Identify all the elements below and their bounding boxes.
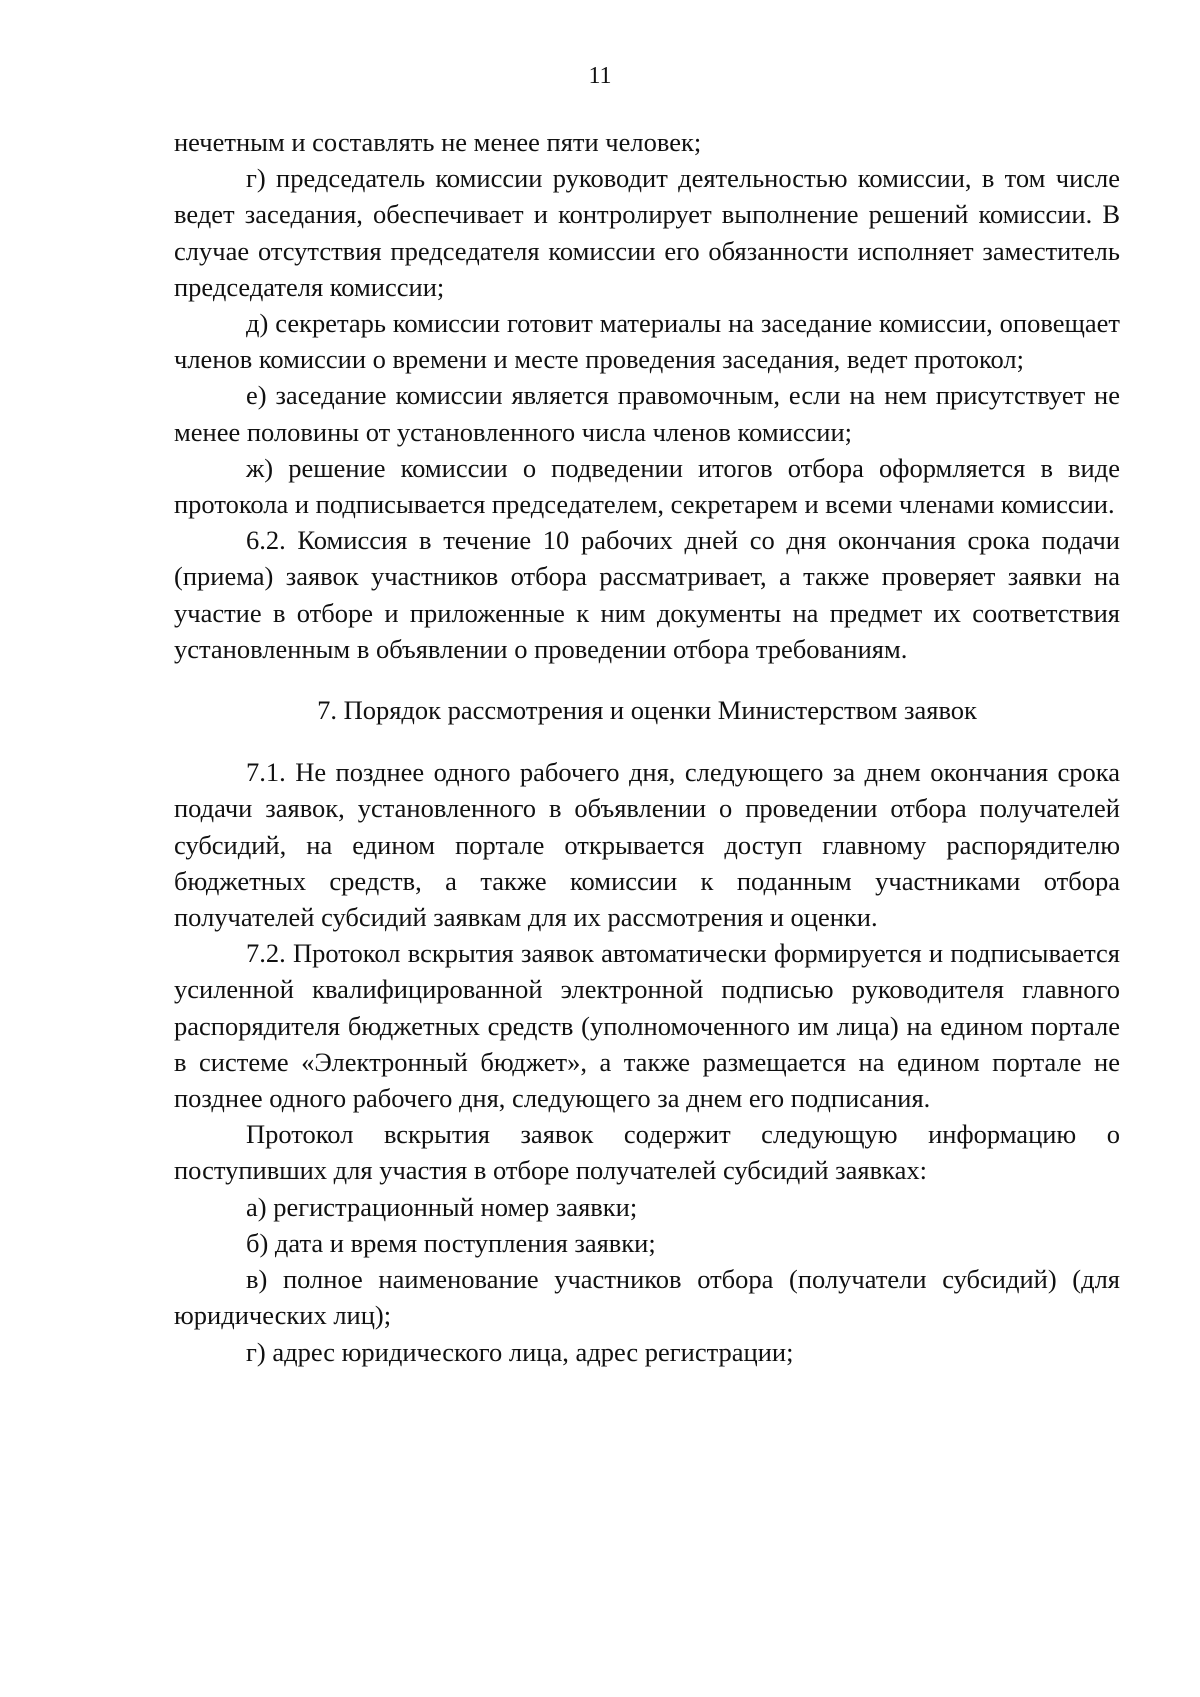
list-item: в) полное наименование участников отбора (получатели субсидий) (для юридических лиц); <box>174 1264 1120 1331</box>
paragraph: д) секретарь комиссии готовит материалы на заседание комиссии, оповещает членов комиссии о времени и месте проведения заседания, ведет протокол; <box>174 308 1120 375</box>
paragraph: Протокол вскрытия заявок содержит следующую информацию о поступивших для участия в отборе получателей субсидий заявках: <box>174 1119 1120 1186</box>
paragraph: 7.2. Протокол вскрытия заявок автоматически формируется и подписывается усиленной квалифицированной электронной подписью руководителя главного распорядителя бюджетных средств (уполномоченного им лица) на едином портале в системе «Электронный бюджет», а также размещается на едином портале не позднее одного рабочего дня, следующего за днем его подписания. <box>174 938 1120 1114</box>
paragraphs-before <box>174 124 1120 667</box>
paragraph: ж) решение комиссии о подведении итогов отбора оформляется в виде протокола и подписывается председателем, секретарем и всеми членами комиссии. <box>174 452 1120 520</box>
list-item: а) регистрационный номер заявки; <box>246 1191 638 1222</box>
page-number: 11 <box>588 63 612 89</box>
paragraph: 6.2. Комиссия в течение 10 рабочих дней со дня окончания срока подачи (приема) заявок участников отбора рассматривает, а также проверяет заявки на участие в отборе и приложенные к ним документы на предмет их соответствия установленным в объявлении о проведении отбора требованиям. <box>174 525 1120 664</box>
paragraph: нечетным и составлять не менее пяти человек; <box>174 127 702 157</box>
paragraphs-after <box>174 754 1120 1369</box>
paragraph: 7.1. Не позднее одного рабочего дня, следующего за днем окончания срока подачи заявок, установленного в объявлении о проведении отбора получателей субсидий, на едином портале открывается доступ главному распорядителю бюджетных средств, а также комиссии к поданным участниками отбора получателей субсидий заявкам для их рассмотрения и оценки. <box>174 757 1120 933</box>
paragraph: е) заседание комиссии является правомочным, если на нем присутствует не менее половины от установленного числа членов комиссии; <box>174 380 1120 447</box>
section-heading: 7. Порядок рассмотрения и оценки Министерством заявок <box>317 695 977 726</box>
list-item: б) дата и время поступления заявки; <box>246 1227 656 1258</box>
document-body <box>174 124 1120 1370</box>
list-item: г) адрес юридического лица, адрес регистрации; <box>246 1336 794 1367</box>
paragraph: г) председатель комиссии руководит деятельностью комиссии, в том числе ведет заседания, обеспечивает и контролирует выполнение решений комиссии. В случае отсутствия председателя комиссии его обязанности исполняет заместитель председателя комиссии; <box>174 163 1120 302</box>
